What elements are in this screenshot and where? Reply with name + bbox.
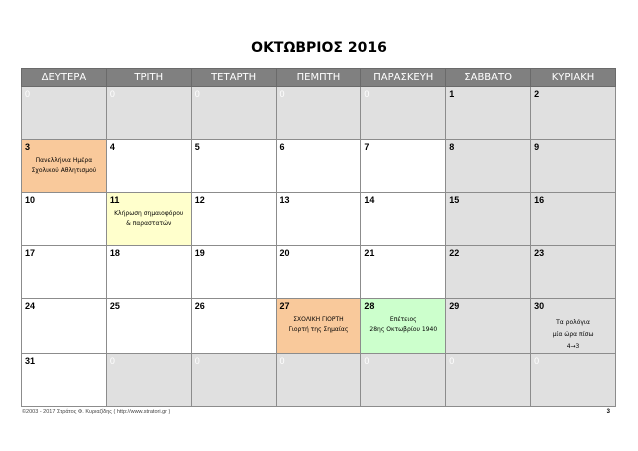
event-text: Κλήρωση σημαιοφόρου — [114, 210, 184, 217]
day-number: 15 — [449, 195, 460, 205]
calendar-day-cell — [106, 354, 191, 407]
day-number: 5 — [194, 142, 200, 152]
calendar-day-cell — [191, 140, 276, 193]
calendar-day-cell — [22, 299, 107, 354]
calendar-week-row — [22, 299, 616, 354]
calendar-day-cell — [361, 140, 446, 193]
calendar-day-cell — [276, 87, 361, 140]
day-number: 25 — [109, 301, 120, 311]
day-number: 0 — [364, 89, 370, 99]
day-number: 8 — [449, 142, 455, 152]
day-number: 6 — [279, 142, 285, 152]
calendar-day-cell — [446, 87, 531, 140]
weekday-header: ΚΥΡΙΑΚΗ — [531, 69, 616, 87]
weekday-header: ΠΕΜΠΤΗ — [276, 69, 361, 87]
day-number: 30 — [534, 301, 545, 311]
month-calendar — [21, 68, 616, 407]
day-number: 0 — [279, 356, 285, 366]
calendar-day-cell — [446, 299, 531, 354]
calendar-day-cell — [531, 193, 616, 246]
day-number: 0 — [194, 356, 200, 366]
calendar-day-cell — [191, 299, 276, 354]
day-number: 20 — [279, 248, 290, 258]
day-number: 7 — [364, 142, 370, 152]
day-number: 16 — [534, 195, 545, 205]
calendar-day-cell — [191, 354, 276, 407]
calendar-week-row — [22, 87, 616, 140]
event-text: ΣΧΟΛΙΚΗ ΓΙΟΡΤΗ — [293, 316, 344, 323]
day-number: 9 — [534, 142, 540, 152]
calendar-day-cell — [361, 246, 446, 299]
day-number: 0 — [364, 356, 370, 366]
calendar-day-cell — [531, 246, 616, 299]
day-number: 12 — [194, 195, 205, 205]
calendar-day-cell — [276, 354, 361, 407]
day-number: 26 — [194, 301, 205, 311]
day-number: 10 — [25, 195, 36, 205]
event-note — [22, 152, 106, 176]
day-number: 0 — [25, 89, 31, 99]
calendar-day-cell — [106, 299, 191, 354]
day-number: 23 — [534, 248, 545, 258]
event-text: Πανελλήνια Ημέρα — [35, 157, 93, 164]
calendar-day-cell — [531, 354, 616, 407]
day-number: 22 — [449, 248, 460, 258]
calendar-day-cell — [361, 299, 446, 354]
event-text: 4→3 — [566, 343, 580, 350]
weekday-header: ΤΡΙΤΗ — [106, 69, 191, 87]
calendar-day-cell — [361, 193, 446, 246]
calendar-day-cell — [106, 193, 191, 246]
event-text: μία ώρα πίσω — [552, 331, 594, 338]
calendar-day-cell — [276, 140, 361, 193]
day-number: 4 — [109, 142, 115, 152]
event-text: Τα ρολόγια — [556, 319, 590, 326]
event-text: & παραστατών — [126, 220, 172, 227]
day-number: 28 — [364, 301, 375, 311]
calendar-day-cell — [531, 299, 616, 354]
day-number: 0 — [279, 89, 285, 99]
calendar-day-cell — [22, 354, 107, 407]
day-number: 21 — [364, 248, 375, 258]
calendar-day-cell — [446, 140, 531, 193]
weekday-header-row — [22, 69, 616, 87]
calendar-day-cell — [106, 246, 191, 299]
calendar-day-cell — [22, 87, 107, 140]
day-number: 0 — [109, 89, 115, 99]
calendar-week-row — [22, 246, 616, 299]
event-text: 28ης Οκτωβρίου 1940 — [369, 326, 438, 333]
calendar-day-cell — [361, 354, 446, 407]
day-number: 2 — [534, 89, 540, 99]
event-text: Επέτειος — [389, 316, 417, 323]
calendar-body — [22, 87, 616, 407]
day-number: 13 — [279, 195, 290, 205]
weekday-header: ΣΑΒΒΑΤΟ — [446, 69, 531, 87]
calendar-day-cell — [276, 299, 361, 354]
day-number: 0 — [534, 356, 540, 366]
calendar-day-cell — [446, 193, 531, 246]
weekday-header: ΤΕΤΑΡΤΗ — [191, 69, 276, 87]
day-number: 14 — [364, 195, 375, 205]
calendar-day-cell — [22, 140, 107, 193]
day-number: 3 — [25, 142, 31, 152]
calendar-day-cell — [22, 246, 107, 299]
calendar-day-cell — [22, 193, 107, 246]
calendar-day-cell — [446, 354, 531, 407]
event-note — [531, 311, 615, 353]
day-number: 0 — [109, 356, 115, 366]
calendar-day-cell — [276, 246, 361, 299]
day-number: 0 — [194, 89, 200, 99]
page-number: 3 — [606, 409, 610, 415]
calendar-day-cell — [276, 193, 361, 246]
calendar-day-cell — [106, 140, 191, 193]
calendar-day-cell — [361, 87, 446, 140]
calendar-day-cell — [106, 87, 191, 140]
day-number: 18 — [109, 248, 120, 258]
event-note — [107, 205, 191, 229]
calendar-week-row — [22, 140, 616, 193]
page-title: ΟΚΤΩΒΡΙΟΣ 2016 — [251, 40, 387, 56]
event-text: Σχολικού Αθλητισμού — [31, 167, 97, 174]
day-number: 29 — [449, 301, 460, 311]
calendar-day-cell — [191, 87, 276, 140]
day-number: 11 — [109, 195, 120, 205]
weekday-header: ΔΕΥΤΕΡΑ — [22, 69, 107, 87]
day-number: 19 — [194, 248, 205, 258]
calendar-day-cell — [191, 193, 276, 246]
event-note — [361, 311, 445, 335]
day-number: 24 — [25, 301, 36, 311]
calendar-day-cell — [531, 140, 616, 193]
weekday-header: ΠΑΡΑΣΚΕΥΗ — [361, 69, 446, 87]
calendar-week-row — [22, 193, 616, 246]
event-note — [277, 311, 361, 335]
day-number: 17 — [25, 248, 36, 258]
day-number: 0 — [449, 356, 455, 366]
calendar-week-row — [22, 354, 616, 407]
calendar-day-cell — [446, 246, 531, 299]
day-number: 31 — [25, 356, 36, 366]
calendar-day-cell — [191, 246, 276, 299]
calendar-day-cell — [531, 87, 616, 140]
day-number: 27 — [279, 301, 290, 311]
day-number: 1 — [449, 89, 455, 99]
copyright-footer: ©2003 - 2017 Στράτος Φ. Κυριαζίδης ( http://www.stratori.gr ) — [22, 409, 171, 415]
event-text: Γιορτή της Σημαίας — [288, 326, 349, 333]
